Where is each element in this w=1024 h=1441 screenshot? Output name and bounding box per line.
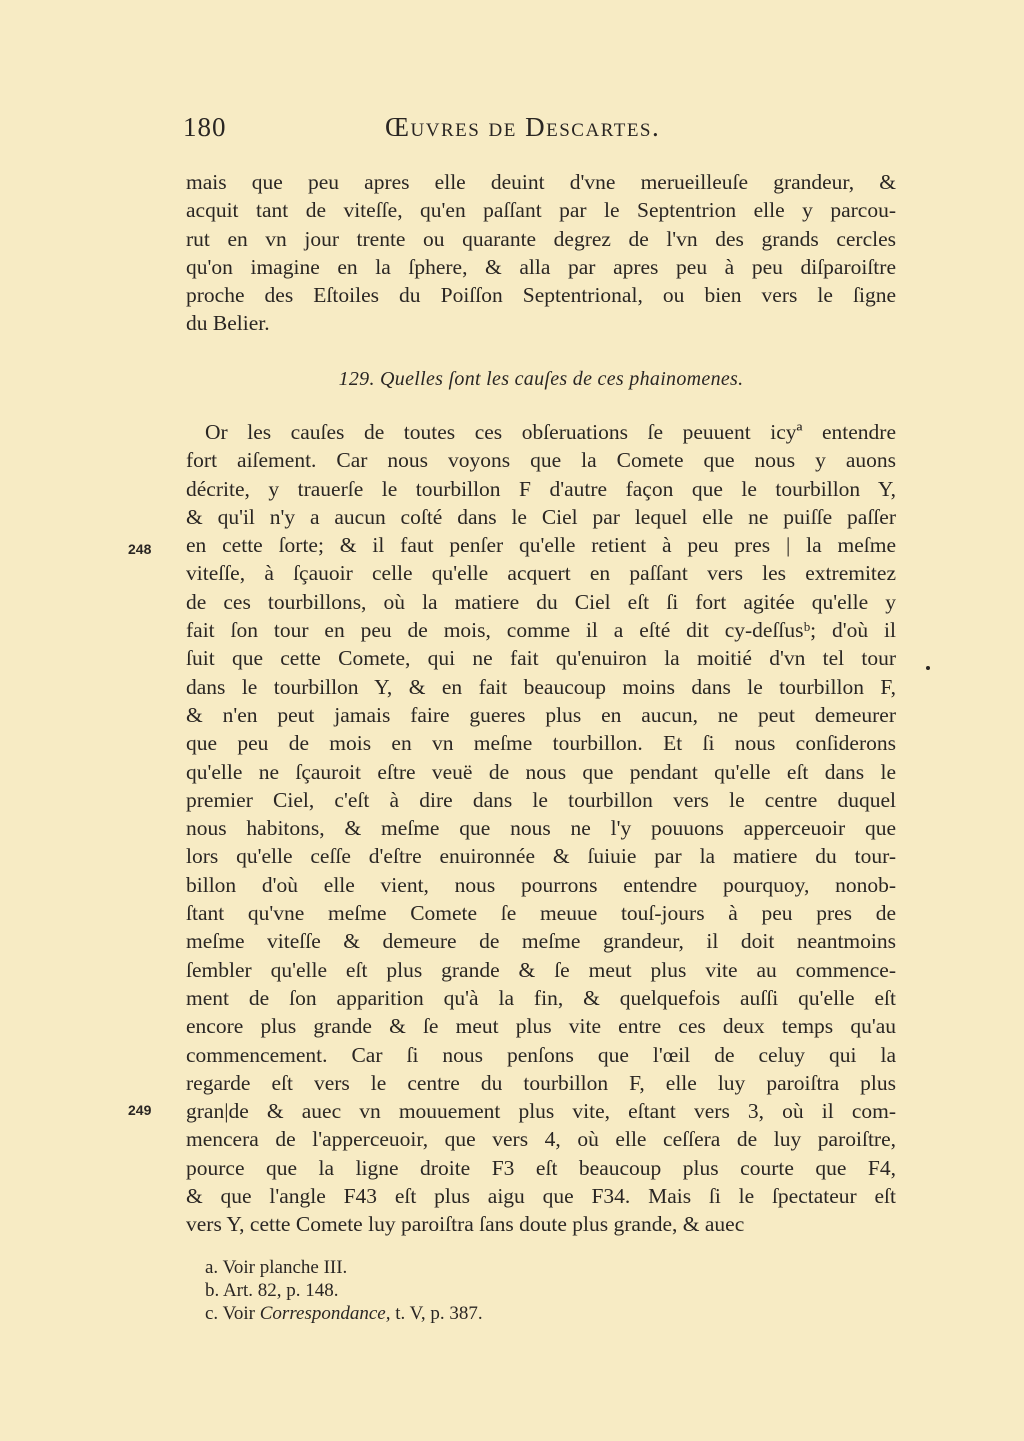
text-line: & qu'il n'y a aucun coſté dans le Ciel par lequel elle ne puiſſe paſſer: [186, 504, 896, 529]
footnote-label: a.: [205, 1257, 219, 1278]
text-line: ſuit que cette Comete, qui ne fait qu'enuiron la moitié d'vn tel tour: [186, 646, 896, 671]
text-line: fort aiſement. Car nous voyons que la Comete que nous y auons: [186, 448, 896, 473]
text-line: vers Y, cette Comete luy paroiſtra ſans doute plus grande, & auec: [186, 1212, 745, 1237]
footnotes: [205, 1256, 483, 1325]
margin-page-number: 249: [128, 1102, 152, 1118]
footnote-text: Art. 82, p. 148.: [222, 1280, 339, 1301]
footnote: [205, 1256, 483, 1279]
text-line: mais que peu apres elle deuint d'vne merueilleuſe grandeur, &: [186, 170, 896, 194]
footnote: [205, 1279, 483, 1302]
text-line: meſme viteſſe & demeure de meſme grandeur, il doit neantmoins: [186, 929, 896, 954]
text-line: proche des Eſtoiles du Poiſſon Septentrional, ou bien vers le ſigne: [186, 283, 896, 308]
text-line: nous habitons, & meſme que nous ne l'y pouuons apperceuoir que: [186, 816, 896, 841]
page-number: 180: [183, 112, 227, 142]
text-line: fait ſon tour en peu de mois, comme il a eſté dit cy-deſſusᵇ; d'où il: [186, 618, 896, 643]
text-line: ſembler qu'elle eſt plus grande & ſe meut plus vite au commence-: [186, 957, 896, 982]
text-line: rut en vn jour trente ou quarante degrez de l'vn des grands cercles: [186, 226, 896, 251]
text-line: gran|de & auec vn mouuement plus vite, eſtant vers 3, où il com-: [186, 1099, 896, 1124]
text-line: lors qu'elle ceſſe d'eſtre enuironnée & ſuiuie par la matiere du tour-: [186, 844, 896, 869]
footnote-text-tail: t. V, p. 387.: [390, 1303, 483, 1324]
footnote: [205, 1302, 483, 1325]
text-line: qu'elle ne ſçauroit eſtre veuë de nous que pendant qu'elle eſt dans le: [186, 759, 896, 784]
margin-page-number: 248: [128, 541, 152, 557]
paragraph-1: [186, 168, 896, 338]
footnote-text: Voir planche III.: [222, 1257, 348, 1278]
text-line: acquit tant de viteſſe, qu'en paſſant par le Septentrion elle y parcou-: [186, 198, 896, 223]
paragraph-2: [186, 418, 896, 1239]
text-line: pource que la ligne droite F3 eſt beaucoup plus courte que F4,: [186, 1155, 896, 1180]
ink-speck: [926, 666, 930, 670]
text-line: & n'en peut jamais faire gueres plus en aucun, ne peut demeurer: [186, 702, 896, 727]
text-line: regarde eſt vers le centre du tourbillon F, elle luy paroiſtra plus: [186, 1070, 896, 1095]
footnote-italic-text: Correspondance,: [259, 1303, 391, 1324]
footnote-label: b.: [205, 1280, 220, 1301]
text-line: dans le tourbillon Y, & en fait beaucoup moins dans le tourbillon F,: [186, 674, 896, 699]
text-line: ment de ſon apparition qu'à la fin, & quelquefois auſſi qu'elle eſt: [186, 985, 896, 1010]
page-header: [183, 112, 903, 152]
text-line: de ces tourbillons, où la matiere du Ciel eſt ſi fort agitée qu'elle y: [186, 589, 896, 614]
text-line: billon d'où elle vient, nous pourrons entendre pourquoy, nonob-: [186, 872, 896, 897]
footnote-text: Voir: [222, 1303, 260, 1324]
text-line: que peu de mois en vn meſme tourbillon. Et ſi nous conſiderons: [186, 731, 896, 756]
text-line: mencera de l'apperceuoir, que vers 4, où elle ceſſera de luy paroiſtre,: [186, 1127, 896, 1152]
text-line: encore plus grande & ſe meut plus vite entre ces deux temps qu'au: [186, 1014, 896, 1039]
text-line: premier Ciel, c'eſt à dire dans le tourbillon vers le centre duquel: [186, 787, 896, 812]
text-line: qu'on imagine en la ſphere, & alla par apres peu à peu diſparoiſtre: [186, 254, 896, 279]
footnote-label: c.: [205, 1303, 219, 1324]
text-line: décrite, y trauerſe le tourbillon F d'autre façon que le tourbillon Y,: [186, 476, 896, 501]
text-line: en cette ſorte; & il faut penſer qu'elle retient à peu pres | la meſme: [186, 533, 896, 558]
text-line: du Belier.: [186, 311, 270, 336]
section-heading: 129. Quelles ſont les cauſes de ces phainomenes.: [338, 368, 744, 390]
text-line: & que l'angle F43 eſt plus aigu que F34. Mais ſi le ſpectateur eſt: [186, 1184, 896, 1209]
text-line: Or les cauſes de toutes ces obſeruations ſe peuuent icyª entendre: [205, 420, 896, 444]
text-line: viteſſe, à ſçauoir celle qu'elle acquert en paſſant vers les extremitez: [186, 561, 896, 586]
text-line: ſtant qu'vne meſme Comete ſe meuue touſ-jours à peu pres de: [186, 901, 896, 926]
running-title: Œuvres de Descartes.: [385, 112, 661, 142]
text-line: commencement. Car ſi nous penſons que l'œil de celuy qui la: [186, 1042, 896, 1067]
